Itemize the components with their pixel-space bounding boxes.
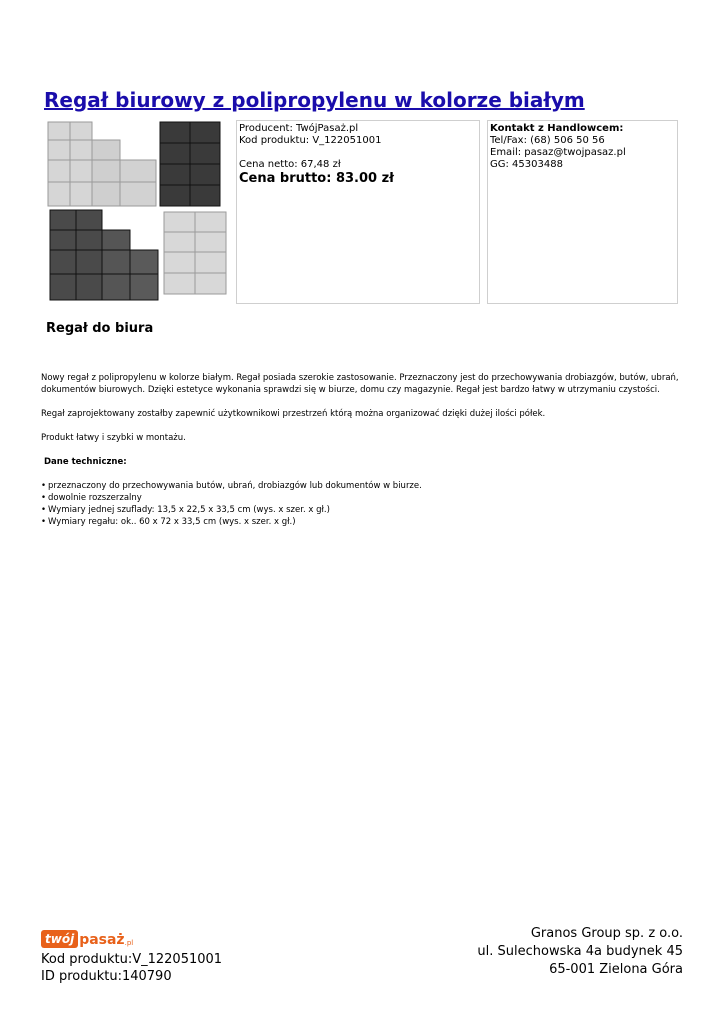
logo-part: pasaż: [79, 932, 125, 948]
product-image: [44, 118, 232, 304]
twojpasaz-logo: [41, 926, 222, 948]
description-paragraph: Nowy regał z polipropylenu w kolorze białym. Regał posiada szerokie zastosowanie. Przeznaczony jest do przechowywania drobiazgów, butów, ubrań, dokumentów biurowych. Dzięki estetyce wykonania sprawdzi się w biurze, domu czy magazynie. Regał jest bardzo łatwy w utrzymaniu czystości.: [41, 373, 679, 395]
company-city: 65-001 Zielona Góra: [549, 962, 683, 977]
company-name: Granos Group sp. z o.o.: [530, 926, 683, 941]
product-title-link[interactable]: Regał biurowy z polipropylenu w kolorze białym: [44, 88, 585, 112]
description-heading: Regał do biura: [46, 321, 154, 336]
shelf-illustration: [44, 118, 232, 304]
footer-product-id: ID produktu:140790: [41, 969, 172, 984]
footer-left: [41, 926, 222, 985]
tech-list: [41, 480, 681, 528]
tech-list-item: • Wymiary jednej szuflady: 13,5 x 22,5 x 33,5 cm (wys. x szer. x gł.): [41, 504, 681, 516]
tech-list-item: • przeznaczony do przechowywania butów, ubrań, drobiazgów lub dokumentów w biurze.: [41, 480, 681, 492]
description-paragraph: Regał zaprojektowany zostałby zapewnić użytkownikowi przestrzeń którą można organizować dzięki dużej ilości półek.: [41, 409, 546, 419]
contact-heading: Kontakt z Handlowcem:: [490, 123, 624, 134]
product-code-text: Kod produktu: V_122051001: [239, 135, 382, 146]
producer-text: Producent: TwójPasaż.pl: [239, 123, 359, 134]
contact-box: [487, 120, 678, 304]
description-body: [41, 372, 681, 528]
contact-phone: Tel/Fax: (68) 506 50 56: [490, 135, 605, 146]
tech-heading: Dane techniczne:: [44, 457, 127, 467]
dark-shelf-top: [160, 122, 220, 206]
price-info-box: [236, 120, 480, 304]
gross-price: Cena brutto: 83.00 zł: [239, 171, 395, 186]
footer-product-code: Kod produktu:V_122051001: [41, 952, 223, 967]
company-street: ul. Sulechowska 4a budynek 45: [477, 944, 683, 959]
logo-part: .pl: [124, 939, 134, 947]
light-stepped-shelf: [48, 122, 156, 206]
contact-gg: GG: 45303488: [490, 159, 563, 170]
tech-list-item: • dowolnie rozszerzalny: [41, 492, 681, 504]
contact-email: Email: pasaz@twojpasaz.pl: [490, 147, 626, 158]
description-paragraph: Produkt łatwy i szybki w montażu.: [41, 433, 186, 443]
footer-address: [477, 925, 683, 979]
net-price: Cena netto: 67,48 zł: [239, 159, 341, 170]
dark-stepped-shelf: [50, 210, 158, 300]
light-shelf-bottom: [164, 212, 226, 294]
logo-part: twój: [41, 930, 78, 948]
tech-list-item: • Wymiary regału: ok.. 60 x 72 x 33,5 cm (wys. x szer. x gł.): [41, 516, 681, 528]
